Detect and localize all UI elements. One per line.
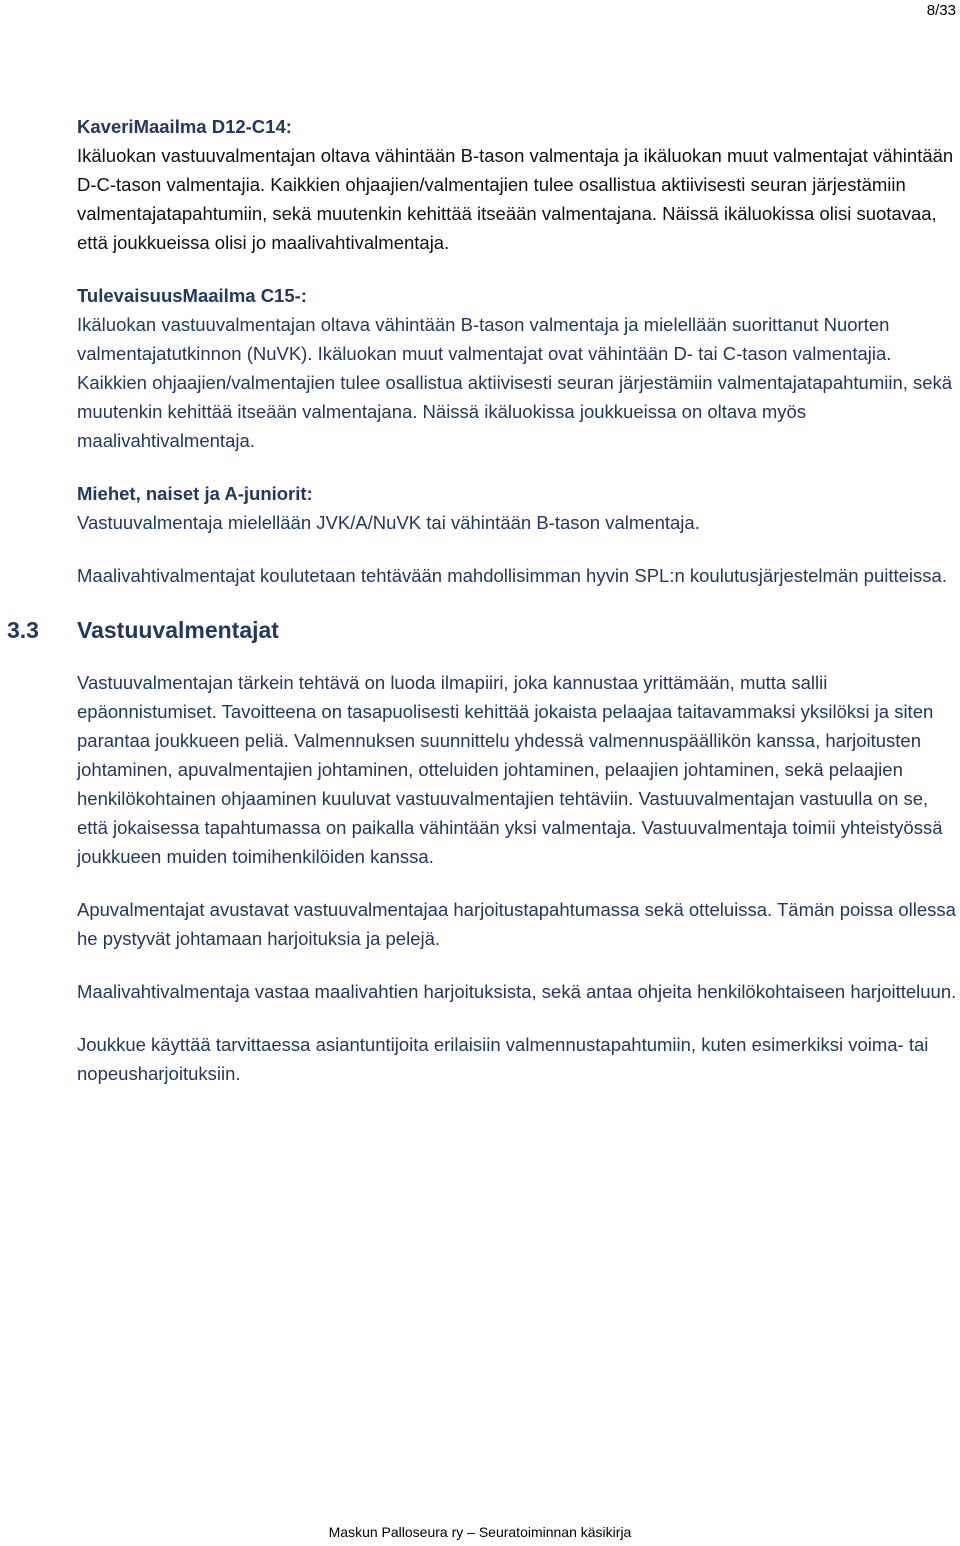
section-text: Ikäluokan vastuuvalmentajan oltava vähintään B-tason valmentaja ja ikäluokan muut valmentajat vähintään D-C-tason valmentajia. Kaikkien ohjaajien/valmentajien tulee osallistua aktiivisesti seuran järjestämiin valmentajatapahtumiin, sekä muutenkin kehittää itseään valmentajana. Näissä ikäluokissa olisi suotavaa, että joukkueissa olisi jo maalivahtivalmentaja.: [77, 145, 954, 253]
paragraph-text: Apuvalmentajat avustavat vastuuvalmentajaa harjoitustapahtumassa sekä otteluissa. Tämän poissa ollessa he pystyvät johtamaan harjoituksia ja pelejä.: [77, 899, 956, 949]
heading-3-3: [7, 614, 957, 646]
page-footer: Maskun Palloseura ry – Seuratoiminnan käsikirja: [328, 1524, 632, 1540]
section-miehet-naiset: [77, 479, 957, 537]
section-text: Maalivahtivalmentajat koulutetaan tehtävään mahdollisimman hyvin SPL:n koulutusjärjestelmän puitteissa.: [77, 565, 947, 586]
paragraph-text: Vastuuvalmentajan tärkein tehtävä on luoda ilmapiiri, joka kannustaa yrittämään, mutta sallii epäonnistumiset. Tavoitteena on tasapuolisesti kehittää jokaista pelaajaa taitavammaksi yksilöksi ja siten parantaa joukkueen peliä. Valmennuksen suunnittelu yhdessä valmennuspäällikön kanssa, harjoitusten johtaminen, apuvalmentajien johtaminen, otteluiden johtaminen, pelaajien johtaminen, sekä pelaajien henkilökohtainen ohjaaminen kuuluvat vastuuvalmentajien tehtäviin. Vastuuvalmentajan vastuulla on se, että jokaisessa tapahtumassa on paikalla vähintään yksi valmentaja. Vastuuvalmentaja toimii yhteistyössä joukkueen muiden toimihenkilöiden kanssa.: [77, 672, 943, 867]
section-title: TulevaisuusMaailma C15-:: [77, 285, 307, 306]
paragraph: [77, 668, 957, 871]
section-title: KaveriMaailma D12-C14:: [77, 116, 292, 137]
page-number: 8/33: [926, 2, 956, 19]
paragraph: [77, 1030, 957, 1088]
section-maalivahti-koulutus: [77, 561, 957, 590]
paragraph-text: Maalivahtivalmentaja vastaa maalivahtien harjoituksista, sekä antaa ohjeita henkilökohtaiseen harjoitteluun.: [77, 981, 957, 1002]
section-tulevaisuusmaailma: [77, 281, 957, 455]
section-text: Vastuuvalmentaja mielellään JVK/A/NuVK tai vähintään B-tason valmentaja.: [77, 512, 700, 533]
document-body: [7, 112, 957, 1112]
section-title: Miehet, naiset ja A-juniorit:: [77, 483, 313, 504]
section-kaverimaailma: [77, 112, 957, 257]
paragraph-text: Joukkue käyttää tarvittaessa asiantuntijoita erilaisiin valmennustapahtumiin, kuten esimerkiksi voima- tai nopeusharjoituksiin.: [77, 1034, 929, 1084]
paragraph: [77, 977, 957, 1006]
paragraph: [77, 895, 957, 953]
heading-number: 3.3: [7, 617, 39, 643]
section-text: Ikäluokan vastuuvalmentajan oltava vähintään B-tason valmentaja ja mielellään suorittanut Nuorten valmentajatutkinnon (NuVK). Ikäluokan muut valmentajat ovat vähintään D- tai C-tason valmentajia. Kaikkien ohjaajien/valmentajien tulee osallistua aktiivisesti seuran järjestämiin valmentajatapahtumiin, sekä muutenkin kehittää itseään valmentajana. Näissä ikäluokissa joukkueissa on oltava myös maalivahtivalmentaja.: [77, 314, 953, 451]
heading-title: Vastuuvalmentajat: [77, 617, 279, 643]
